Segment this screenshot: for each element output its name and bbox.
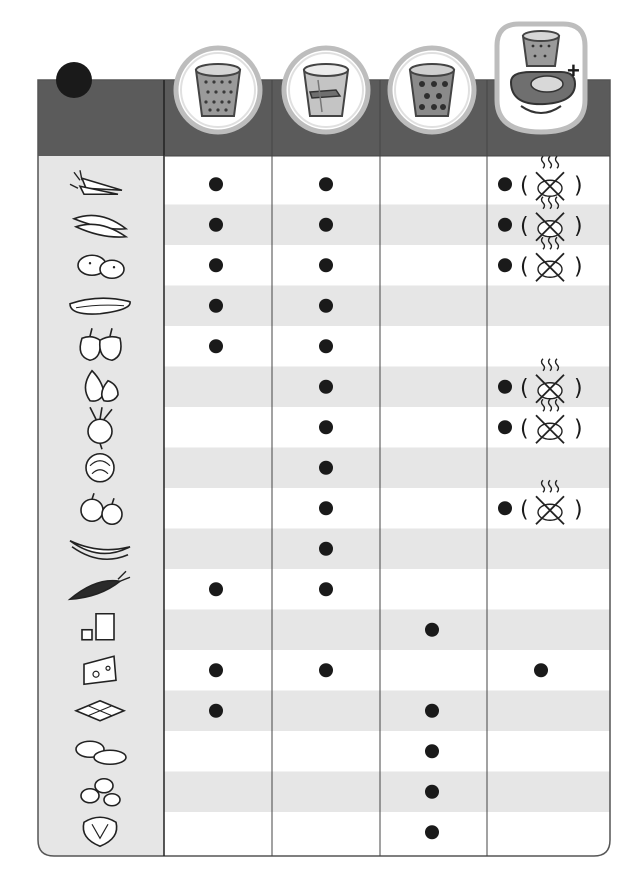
compatible-dot xyxy=(425,825,439,839)
compatible-dot xyxy=(319,663,333,677)
note-open-paren: ( xyxy=(520,254,529,280)
cabbage-icon xyxy=(86,454,114,482)
compatible-dot xyxy=(319,501,333,515)
note-close-paren: ) xyxy=(574,254,583,280)
note-close-paren: ) xyxy=(574,173,583,199)
compatible-dot xyxy=(209,704,223,718)
note-open-paren: ( xyxy=(520,173,529,199)
compatible-dot xyxy=(209,258,223,272)
row-stripe xyxy=(164,286,610,327)
column-header-fine-grater xyxy=(176,48,260,132)
compatible-dot xyxy=(319,299,333,313)
column-header-dicer xyxy=(497,24,585,132)
compatible-dot xyxy=(498,258,512,272)
compatible-dot xyxy=(425,785,439,799)
compatible-dot xyxy=(498,218,512,232)
note-close-paren: ) xyxy=(574,416,583,442)
column-header-coarse-grater xyxy=(390,48,474,132)
row-stripe xyxy=(164,772,610,813)
compatible-dot xyxy=(498,501,512,515)
compatible-dot xyxy=(498,420,512,434)
row-stripe xyxy=(164,691,610,732)
compatible-dot xyxy=(319,218,333,232)
note-close-paren: ) xyxy=(574,213,583,239)
section-marker-circle xyxy=(56,62,92,98)
column-header-slicer xyxy=(284,48,368,132)
compatible-dot xyxy=(209,177,223,191)
compatible-dot xyxy=(209,663,223,677)
note-open-paren: ( xyxy=(520,375,529,401)
compatible-dot xyxy=(209,582,223,596)
row-stripe xyxy=(164,529,610,570)
compatible-dot xyxy=(319,380,333,394)
compatible-dot xyxy=(498,380,512,394)
compatible-dot xyxy=(425,704,439,718)
note-close-paren: ) xyxy=(574,497,583,523)
compatible-dot xyxy=(534,663,548,677)
note-open-paren: ( xyxy=(520,416,529,442)
note-close-paren: ) xyxy=(574,375,583,401)
compatible-dot xyxy=(319,461,333,475)
compatible-dot xyxy=(425,623,439,637)
note-open-paren: ( xyxy=(520,497,529,523)
dicer-plus-badge: + xyxy=(567,58,580,83)
compatible-dot xyxy=(319,542,333,556)
compatible-dot xyxy=(425,744,439,758)
row-stripe xyxy=(164,610,610,651)
row-stripe xyxy=(164,448,610,489)
compatible-dot xyxy=(319,339,333,353)
compatible-dot xyxy=(319,177,333,191)
note-open-paren: ( xyxy=(520,213,529,239)
compatible-dot xyxy=(209,218,223,232)
compatible-dot xyxy=(209,339,223,353)
compatible-dot xyxy=(498,177,512,191)
compatible-dot xyxy=(319,258,333,272)
compatible-dot xyxy=(319,420,333,434)
compatible-dot xyxy=(209,299,223,313)
compatible-dot xyxy=(319,582,333,596)
